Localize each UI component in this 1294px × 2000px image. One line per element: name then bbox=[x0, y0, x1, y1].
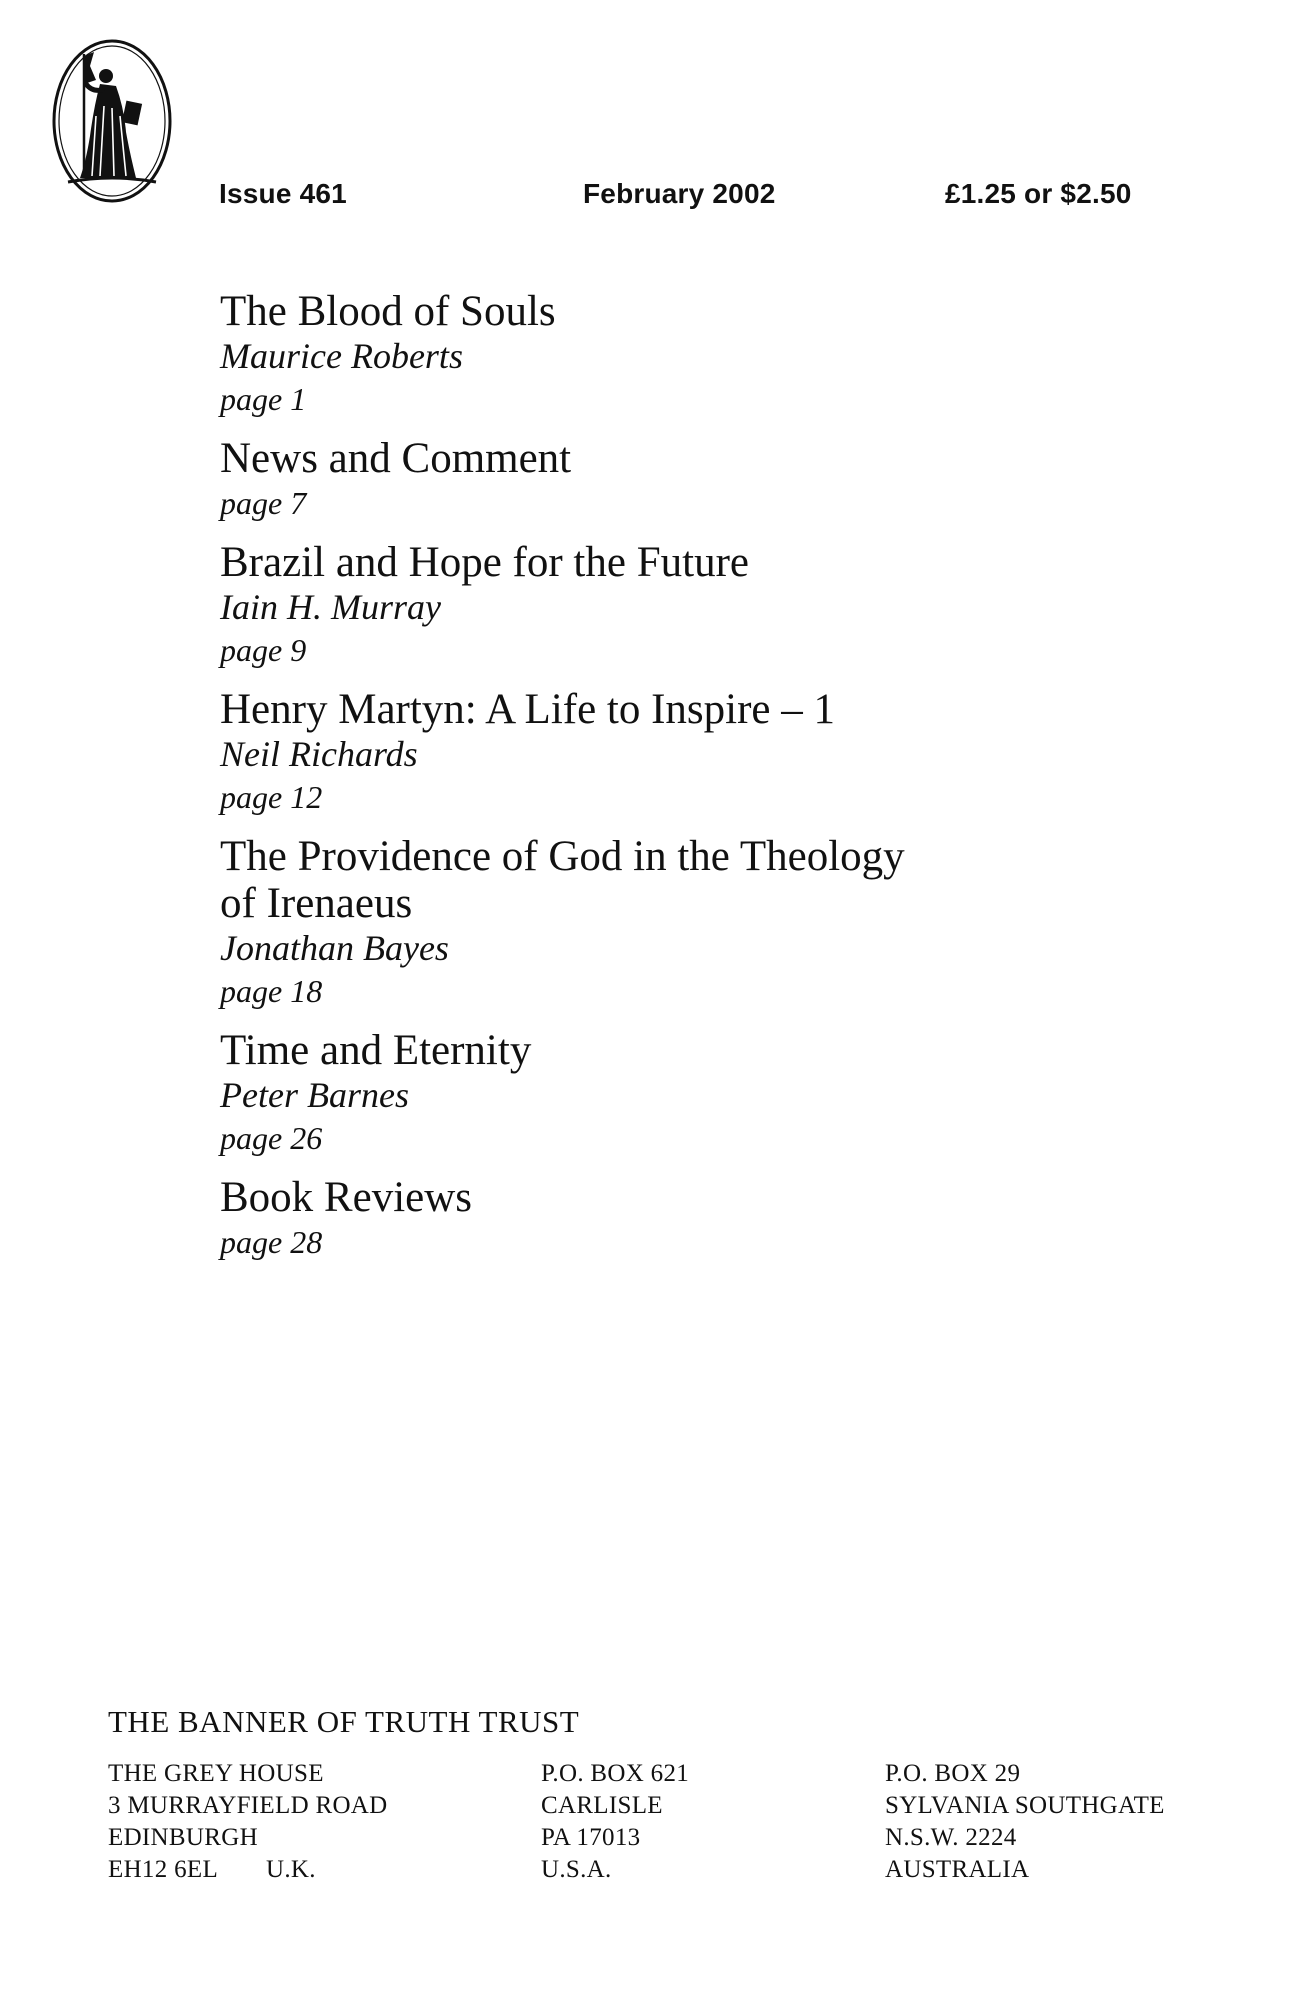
issue-price: £1.25 or $2.50 bbox=[945, 178, 1132, 209]
contents-entry[interactable] bbox=[220, 686, 980, 818]
article-author: Iain H. Murray bbox=[220, 587, 441, 627]
address-line: P.O. BOX 29 bbox=[885, 1760, 1021, 1787]
article-author: Maurice Roberts bbox=[220, 336, 463, 376]
contents-entry[interactable] bbox=[220, 288, 980, 420]
address-country: U.K. bbox=[266, 1856, 316, 1883]
article-page: page 9 bbox=[220, 632, 307, 668]
article-title-line-1: The Providence of God in the Theology bbox=[220, 833, 905, 880]
article-author: Jonathan Bayes bbox=[220, 928, 449, 968]
address-line: PA 17013 bbox=[541, 1824, 641, 1851]
address-line: THE GREY HOUSE bbox=[108, 1760, 324, 1787]
address-postcode: EH12 6EL bbox=[108, 1856, 219, 1883]
banner-of-truth-logo-icon bbox=[50, 36, 174, 206]
article-title: Henry Martyn: A Life to Inspire – 1 bbox=[220, 686, 836, 733]
article-page: page 28 bbox=[220, 1224, 323, 1260]
article-title: The Blood of Souls bbox=[220, 288, 556, 335]
article-page: page 1 bbox=[220, 381, 307, 417]
article-page: page 18 bbox=[220, 973, 323, 1009]
issue-date: February 2002 bbox=[583, 178, 776, 209]
address-line: 3 MURRAYFIELD ROAD bbox=[108, 1792, 388, 1819]
article-author: Neil Richards bbox=[220, 734, 418, 774]
address-australia bbox=[885, 1758, 1165, 1886]
address-usa bbox=[541, 1758, 689, 1886]
publisher-name: THE BANNER OF TRUTH TRUST bbox=[108, 1704, 580, 1739]
article-page: page 12 bbox=[220, 779, 323, 815]
contents-entry[interactable] bbox=[220, 1027, 980, 1159]
address-uk bbox=[108, 1758, 388, 1886]
address-line: CARLISLE bbox=[541, 1792, 663, 1819]
article-title: Brazil and Hope for the Future bbox=[220, 539, 749, 586]
article-page: page 26 bbox=[220, 1120, 323, 1156]
issue-number: Issue 461 bbox=[219, 178, 347, 209]
address-line: N.S.W. 2224 bbox=[885, 1824, 1017, 1851]
address-line: EDINBURGH bbox=[108, 1824, 258, 1851]
article-author: Peter Barnes bbox=[220, 1075, 409, 1115]
article-page: page 7 bbox=[220, 485, 307, 521]
article-title: Time and Eternity bbox=[220, 1027, 532, 1074]
address-line: SYLVANIA SOUTHGATE bbox=[885, 1792, 1165, 1819]
address-line: AUSTRALIA bbox=[885, 1856, 1030, 1883]
article-title: Book Reviews bbox=[220, 1174, 473, 1221]
article-title-line-2: of Irenaeus bbox=[220, 880, 413, 927]
article-title: News and Comment bbox=[220, 435, 572, 482]
address-line: U.S.A. bbox=[541, 1856, 612, 1883]
address-line: P.O. BOX 621 bbox=[541, 1760, 690, 1787]
contents-entry[interactable] bbox=[220, 435, 980, 524]
contents-entry[interactable] bbox=[220, 833, 980, 1012]
contents-entry[interactable] bbox=[220, 1174, 980, 1263]
contents-entry[interactable] bbox=[220, 539, 980, 671]
table-of-contents bbox=[220, 288, 980, 1278]
address-postcode-line bbox=[108, 1854, 388, 1886]
